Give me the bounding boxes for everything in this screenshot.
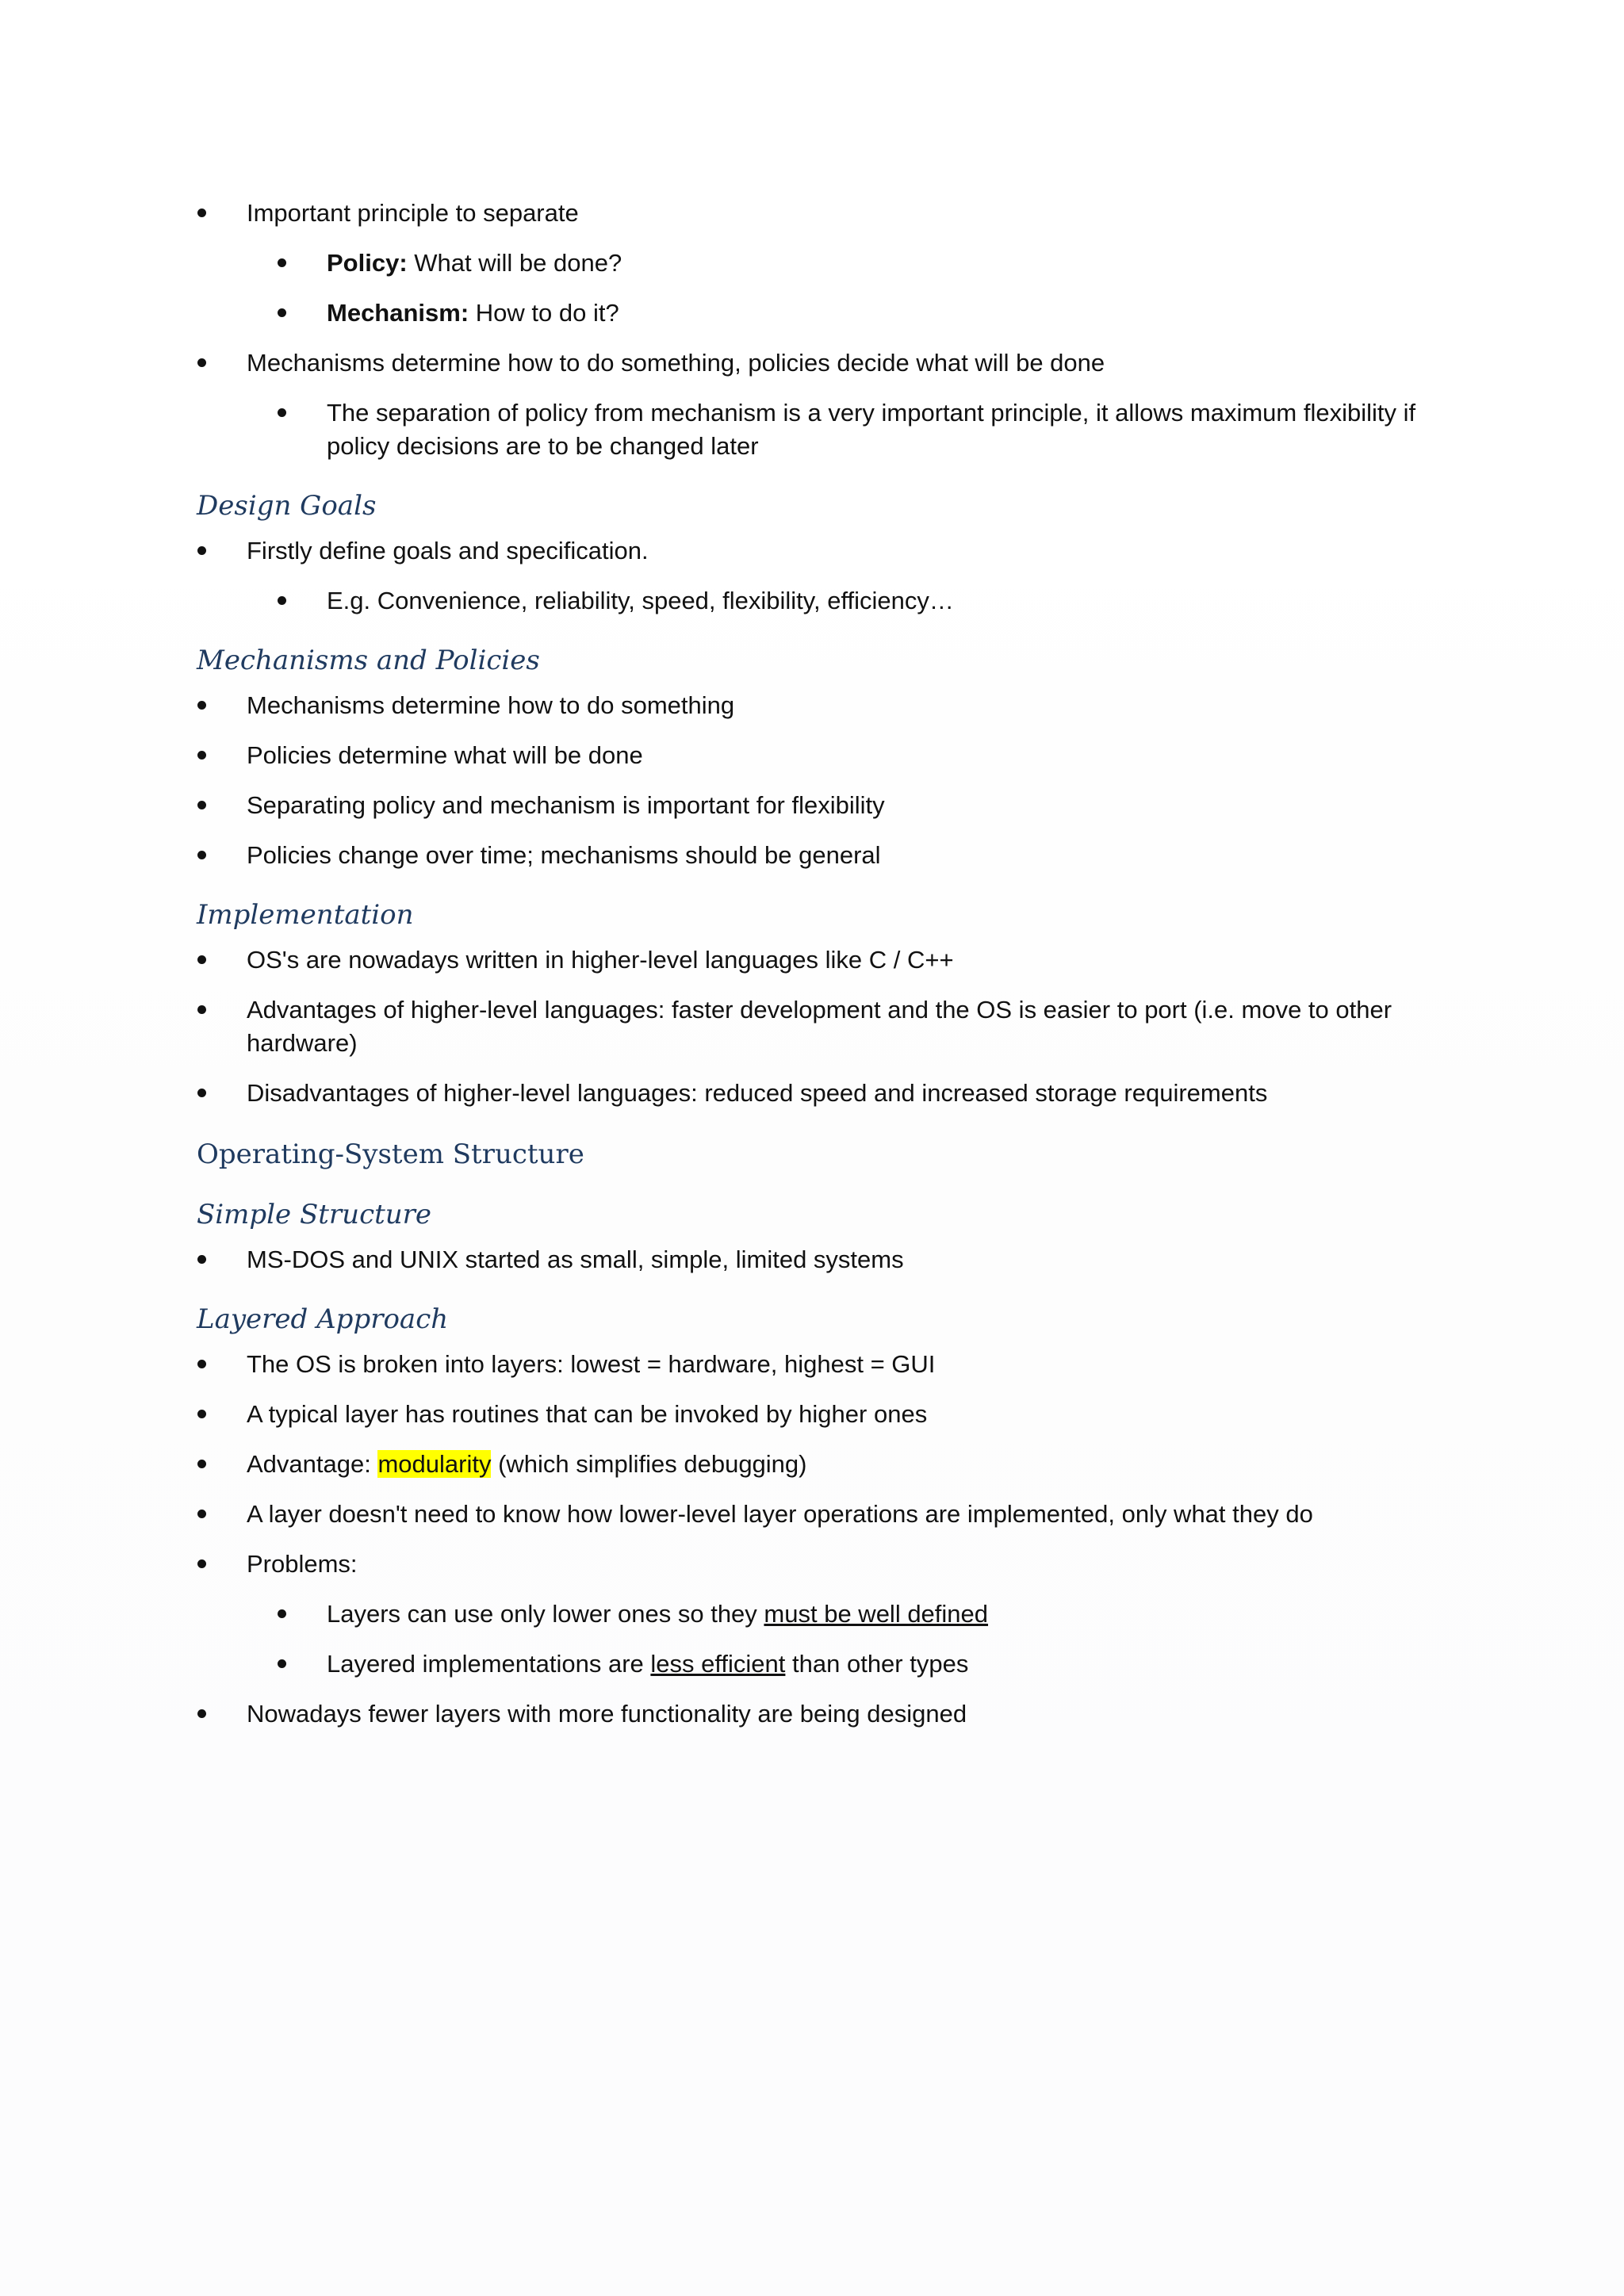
list-item-text: Problems: — [247, 1550, 358, 1578]
bullet-icon — [197, 701, 206, 710]
list-item — [327, 396, 1421, 463]
list-item — [247, 1448, 1420, 1481]
list-item — [247, 1697, 1420, 1731]
list-item-text: A layer doesn't need to know how lower-level layer operations are implemented, only what they do — [247, 1500, 1313, 1528]
bullet-icon — [278, 596, 286, 605]
list-item — [247, 943, 1420, 977]
list-item — [247, 993, 1420, 1060]
bullet-icon — [278, 408, 286, 417]
section-heading-implementation: Implementation — [197, 899, 414, 931]
advantage-prefix: Advantage: — [247, 1450, 378, 1478]
list-item-text: Policies change over time; mechanisms should be general — [247, 841, 881, 869]
bullet-icon — [197, 851, 206, 859]
list-item-text: Advantages of higher-level languages: faster development and the OS is easier to port (i.e. move to other hardware) — [247, 996, 1392, 1057]
list-item — [247, 689, 1420, 722]
bullet-icon — [197, 751, 206, 760]
problem-suffix: than other types — [785, 1650, 969, 1678]
list-item-text: Separating policy and mechanism is important for flexibility — [247, 791, 885, 819]
bullet-icon — [278, 1659, 286, 1668]
bullet-icon — [197, 1089, 206, 1097]
list-item — [247, 739, 1420, 772]
list-item — [327, 297, 1421, 330]
section-heading-layered-approach: Layered Approach — [197, 1303, 449, 1335]
list-item — [247, 839, 1420, 872]
list-item — [247, 1398, 1420, 1431]
section-heading-simple-structure: Simple Structure — [197, 1199, 432, 1230]
list-item — [327, 584, 1421, 618]
list-item-text: The OS is broken into layers: lowest = hardware, highest = GUI — [247, 1350, 936, 1378]
list-item — [247, 197, 1420, 230]
bullet-icon — [278, 1609, 286, 1618]
bullet-icon — [197, 955, 206, 964]
mechanism-label: Mechanism: — [327, 299, 469, 327]
bullet-icon — [197, 1460, 206, 1468]
list-item-text: Disadvantages of higher-level languages: reduced speed and increased storage requirements — [247, 1079, 1268, 1107]
list-item-text: A typical layer has routines that can be invoked by higher ones — [247, 1400, 928, 1428]
list-item — [327, 247, 1421, 280]
bullet-icon — [197, 546, 206, 555]
list-item-text: The separation of policy from mechanism is a very important principle, it allows maximum flexibility if policy decisions are to be changed later — [327, 399, 1416, 460]
list-item-text: E.g. Convenience, reliability, speed, flexibility, efficiency… — [327, 587, 954, 614]
bullet-icon — [197, 209, 206, 217]
underlined-term: must be well defined — [764, 1600, 989, 1628]
section-heading-os-structure: Operating-System Structure — [197, 1138, 584, 1170]
bullet-icon — [197, 358, 206, 367]
list-item — [247, 1077, 1420, 1110]
document-content — [0, 197, 1624, 1747]
bullet-icon — [197, 1360, 206, 1368]
list-item — [247, 534, 1420, 568]
list-item — [327, 1647, 1421, 1681]
list-item — [247, 1243, 1420, 1276]
list-item-text: Important principle to separate — [247, 199, 579, 227]
list-item-text: Firstly define goals and specification. — [247, 537, 649, 564]
list-item-text: OS's are nowadays written in higher-level languages like C / C++ — [247, 946, 954, 974]
list-item-text: What will be done? — [407, 249, 622, 277]
list-item-text: How to do it? — [469, 299, 619, 327]
list-item — [247, 789, 1420, 822]
bullet-icon — [278, 258, 286, 267]
list-item-text: Mechanisms determine how to do something — [247, 691, 735, 719]
bullet-icon — [278, 308, 286, 317]
policy-label: Policy: — [327, 249, 408, 277]
bullet-icon — [197, 1255, 206, 1264]
underlined-term: less efficient — [650, 1650, 786, 1678]
list-item — [247, 1498, 1420, 1531]
list-item-text: Policies determine what will be done — [247, 741, 643, 769]
list-item — [247, 1548, 1420, 1581]
section-heading-mechanisms-policies: Mechanisms and Policies — [197, 645, 540, 676]
section-heading-design-goals: Design Goals — [197, 490, 377, 522]
bullet-icon — [197, 1709, 206, 1718]
list-item — [247, 1348, 1420, 1381]
list-item-text: Mechanisms determine how to do something, policies decide what will be done — [247, 349, 1105, 377]
bullet-icon — [197, 1005, 206, 1014]
problem-prefix: Layers can use only lower ones so they — [327, 1600, 764, 1628]
bullet-icon — [197, 1410, 206, 1418]
list-item-text: MS-DOS and UNIX started as small, simple, limited systems — [247, 1246, 904, 1273]
list-item — [247, 346, 1420, 380]
bullet-icon — [197, 801, 206, 809]
advantage-suffix: (which simplifies debugging) — [491, 1450, 807, 1478]
list-item-text: Nowadays fewer layers with more functionality are being designed — [247, 1700, 967, 1728]
bullet-icon — [197, 1559, 206, 1568]
bullet-icon — [197, 1510, 206, 1518]
problem-prefix: Layered implementations are — [327, 1650, 651, 1678]
list-item — [327, 1598, 1421, 1631]
highlighted-term: modularity — [377, 1450, 492, 1478]
